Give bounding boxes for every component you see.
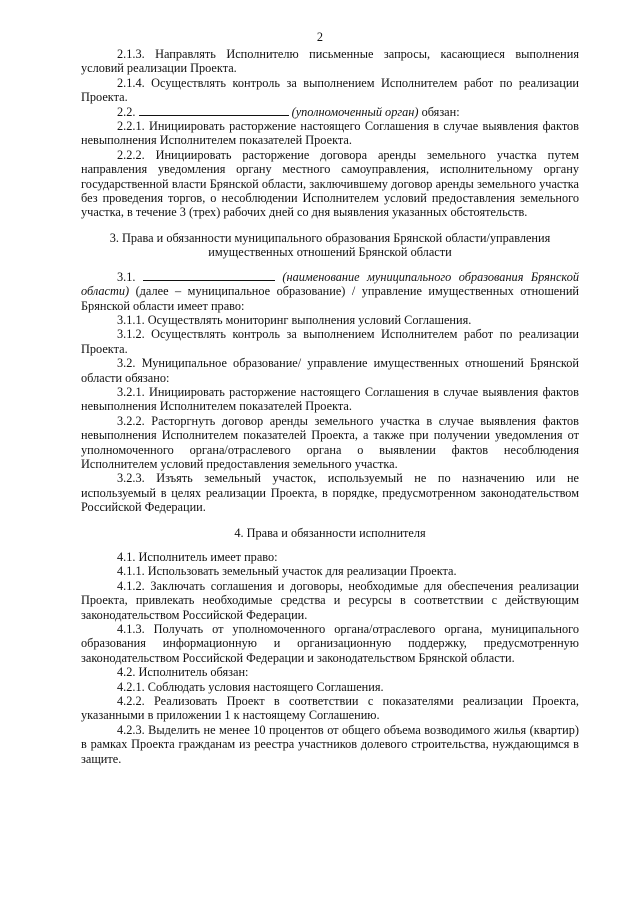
- clause-2-2-2: 2.2.2. Инициировать расторжение договора аренды земельного участка путем направления уведомления органу местного самоуправления, исполнительному органу государственной власти Брянской области, заключившему договор аренды земельного участка без проведения торгов, о несоблюдении Исполнителем условий предоставления земельного участка, в течение 3 (трех) рабочих дней со дня выявления указанных обстоятельств.: [81, 147, 579, 220]
- section-4-heading: 4. Права и обязанности исполнителя: [234, 525, 426, 540]
- clause-4-2: 4.2. Исполнитель обязан:: [117, 665, 249, 680]
- clause-3-1-2: 3.1.2. Осуществлять контроль за выполнением Исполнителем работ по реализации Проекта.: [81, 327, 579, 356]
- document-body: [81, 47, 579, 766]
- clause-3-1-italic-hint: (наименование муниципального образования Брянской области): [81, 269, 579, 299]
- clause-3-2-1: 3.2.1. Инициировать расторжение настоящего Соглашения в случае выявления фактов невыполнения Исполнителем показателей Проекта.: [81, 384, 579, 414]
- clause-2-2-1: 2.2.1. Инициировать расторжение настоящего Соглашения в случае выявления фактов невыполнения Исполнителем показателей Проекта.: [81, 119, 579, 148]
- clause-4-1-3: 4.1.3. Получать от уполномоченного органа/отраслевого органа, муниципального образования информационную и организационную поддержку, предусмотренную законодательством Российской Федерации и законодательством Брянской области.: [81, 622, 579, 665]
- clause-3-1-suffix: (далее – муниципальное образование) / управление имущественных отношений Брянской области имеет право:: [81, 284, 579, 313]
- clause-3-2-2: 3.2.2. Расторгнуть договор аренды земельного участка в случае выявления фактов невыполнения Исполнителем показателей Проекта, а также при получении уведомления от уполномоченного органа/отраслевого органа о выявлении фактов несоблюдения Исполнителем условий предоставления земельного участка.: [81, 413, 579, 471]
- clause-4-2-3: 4.2.3. Выделить не менее 10 процентов от общего объема возводимого жилья (квартир) в рамках Проекта гражданам из реестра участников долевого строительства, нуждающимся в защите.: [81, 722, 579, 766]
- clause-4-1-2: 4.1.2. Заключать соглашения и договоры, необходимые для обеспечения реализации Проекта, привлекать необходимые средства и ресурсы в соответствии с действующим законодательством Российской Федерации.: [81, 578, 579, 622]
- clause-2-2-italic-hint: (уполномоченный орган): [291, 104, 419, 119]
- clause-2-2-suffix: обязан:: [418, 104, 460, 119]
- clause-3-2-3: 3.2.3. Изъять земельный участок, используемый не по назначению или не используемый в целях реализации Проекта, в порядке, предусмотренном законодательством Российской Федерации.: [81, 471, 579, 515]
- clause-2-1-4: 2.1.4. Осуществлять контроль за выполнением Исполнителем работ по реализации Проекта.: [81, 75, 579, 105]
- clause-4-2-2: 4.2.2. Реализовать Проект в соответствии с показателями реализации Проекта, указанными в приложении 1 к настоящему Соглашению.: [81, 694, 579, 723]
- fill-in-blank: [143, 280, 275, 281]
- clause-4-1: 4.1. Исполнитель имеет право:: [117, 550, 278, 564]
- clause-4-1-1: 4.1.1. Использовать земельный участок для реализации Проекта.: [117, 564, 457, 579]
- clause-4-2-1: 4.2.1. Соблюдать условия настоящего Соглашения.: [117, 679, 384, 694]
- clause-3-1-1: 3.1.1. Осуществлять мониторинг выполнения условий Соглашения.: [117, 312, 472, 327]
- clause-3-2: 3.2. Муниципальное образование/ управление имущественных отношений Брянской области обязано:: [81, 356, 579, 385]
- clause-2-2-number: 2.2.: [117, 104, 139, 119]
- clause-3-1: [81, 270, 579, 313]
- page-number: 2: [316, 30, 324, 44]
- fill-in-blank: [139, 115, 289, 116]
- clause-3-1-number: 3.1.: [117, 269, 143, 284]
- section-3-heading: 3. Права и обязанности муниципального образования Брянской области/управления имущественных отношений Брянской области: [109, 230, 551, 260]
- clause-2-2: [81, 105, 579, 119]
- clause-2-1-3: 2.1.3. Направлять Исполнителю письменные запросы, касающиеся выполнения условий реализации Проекта.: [81, 47, 579, 76]
